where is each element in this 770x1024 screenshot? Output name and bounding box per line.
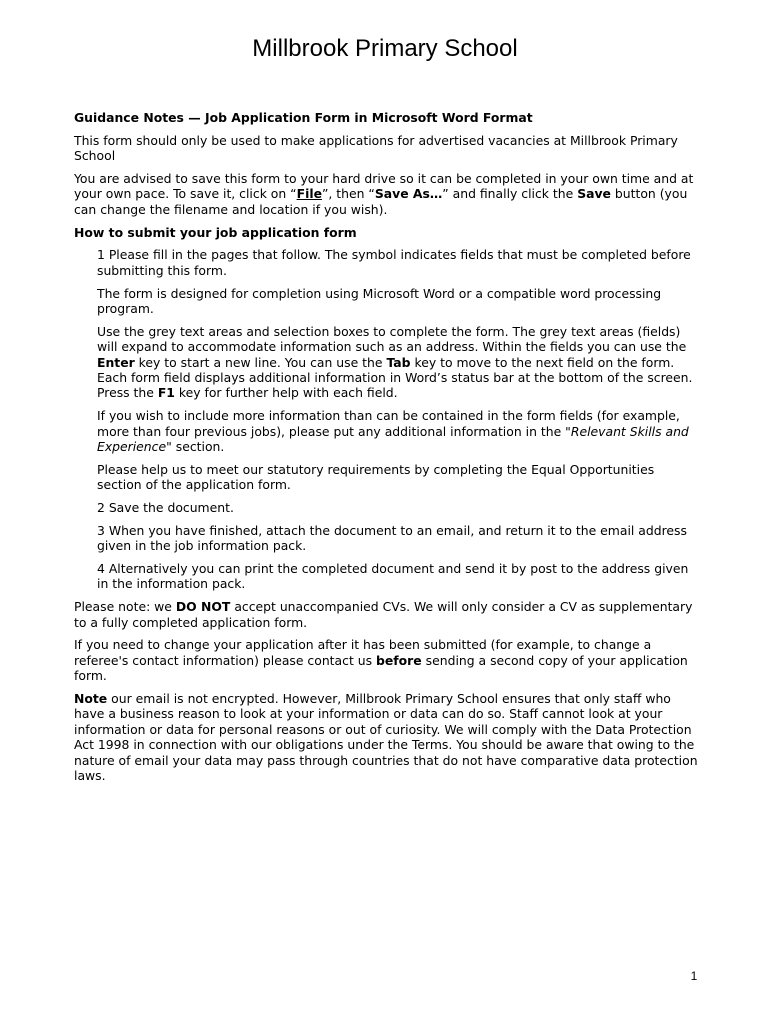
- guidance-heading: Guidance Notes — Job Application Form in Microsoft Word Format: [74, 110, 533, 125]
- more-text-b: " section.: [166, 439, 225, 455]
- enter-key-label: Enter: [97, 354, 135, 370]
- cv-note-paragraph: [74, 599, 702, 630]
- step-1: 1 Please fill in the pages that follow. The symbol indicates fields that must be completed before submitting this form.: [97, 247, 691, 278]
- cv-text-b: accept unaccompanied CVs. We will only consider a CV as supplementary to a fully completed application form.: [74, 599, 693, 630]
- equal-opportunities-paragraph: Please help us to meet our statutory requirements by completing the Equal Opportunities section of the application form.: [97, 461, 655, 493]
- file-menu-label: File: [296, 186, 322, 202]
- step-2: 2 Save the document.: [97, 500, 234, 516]
- step-3: 3 When you have finished, attach the document to an email, and return it to the email address given in the job information pack.: [97, 522, 687, 554]
- usage-paragraph: This form should only be used to make applications for advertised vacancies at Millbrook Primary School: [74, 132, 678, 164]
- more-info-paragraph: [74, 408, 702, 454]
- page-number: 1: [690, 969, 698, 983]
- before-emphasis: before: [376, 652, 422, 668]
- grey-text-a: Use the grey text areas and selection boxes to complete the form. The grey text areas (fields) will expand to accommodate information such as an address. Within the fields you can use the: [97, 323, 687, 355]
- email-note-paragraph: [74, 691, 702, 783]
- change-text-b: sending a second copy of your application form.: [74, 652, 688, 684]
- save-text-a: You are advised to save this form to your hard drive so it can be completed in your own time and at your own pace. To save it, click on “: [74, 171, 694, 202]
- save-text-b: ”, then “: [321, 186, 375, 202]
- save-button-label: Save: [577, 186, 611, 202]
- save-text-c: ” and finally click the: [442, 186, 578, 202]
- grey-text-b: key to start a new line. You can use the: [134, 354, 387, 370]
- cv-text-a: Please note: we: [74, 599, 176, 615]
- email-text-a: our email is not encrypted. However, Millbrook Primary School ensures that only staff who have a business reason to look at your information or data can do so. Staff cannot look at your information or data for personal reasons or out of curiosity. We will comply with the Data Protection Act 1998 in connection with our obligations under the Terms. You should be aware that owing to the nature of email your data may pass through countries that do not have comparative data protection laws.: [74, 691, 698, 784]
- document-title: Millbrook Primary School: [252, 35, 518, 62]
- skills-section-name: Relevant Skills and Experience: [97, 423, 689, 455]
- more-text-a: If you wish to include more information than can be contained in the form fields (for example, more than four previous jobs), please put any additional information in the ": [97, 408, 680, 439]
- grey-areas-paragraph: [74, 324, 702, 401]
- note-label: Note: [74, 691, 108, 707]
- step-4: 4 Alternatively you can print the completed document and send it by post to the address given in the information pack.: [97, 561, 689, 592]
- f1-key-label: F1: [157, 385, 175, 401]
- save-instructions-paragraph: [74, 171, 702, 217]
- document-body: [74, 110, 702, 791]
- grey-text-c: key to move to the next field on the form. Each form field displays additional information in Word’s status bar at the bottom of the screen. Press the: [97, 354, 693, 401]
- save-text-d: button (you can change the filename and location if you wish).: [74, 186, 688, 217]
- change-text-a: If you need to change your application after it has been submitted (for example, to change a referee's contact information) please contact us: [74, 637, 652, 668]
- submit-subheading: How to submit your job application form: [74, 224, 357, 240]
- change-application-paragraph: [74, 637, 702, 683]
- tab-key-label: Tab: [386, 354, 411, 370]
- do-not-emphasis: DO NOT: [175, 599, 231, 615]
- designed-paragraph: The form is designed for completion using Microsoft Word or a compatible word processing program.: [97, 285, 662, 317]
- grey-text-d: key for further help with each field.: [174, 385, 398, 401]
- save-as-label: Save As…: [374, 186, 443, 202]
